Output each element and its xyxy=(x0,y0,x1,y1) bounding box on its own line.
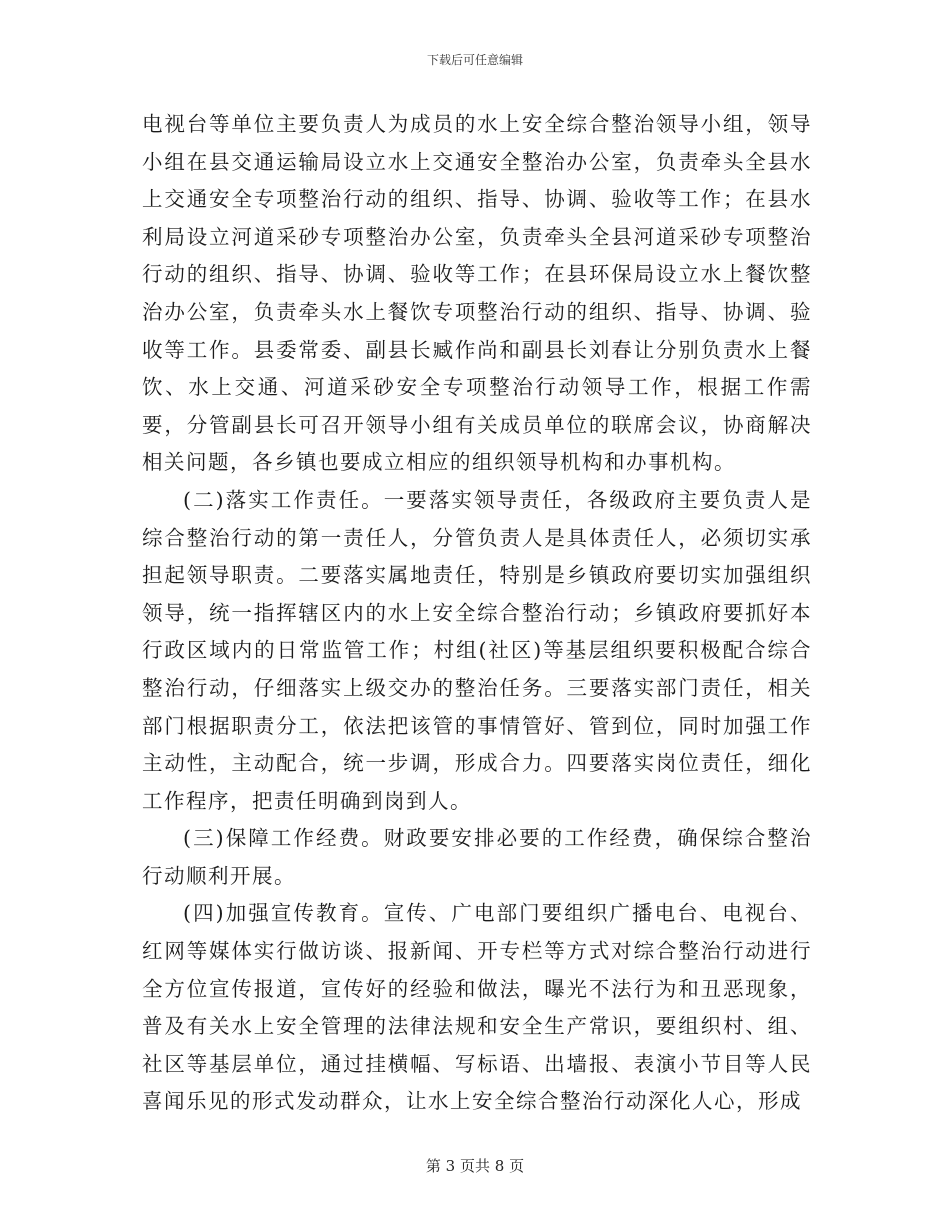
page-header: 下载后可任意编辑 xyxy=(426,53,523,67)
paragraph-3: (三)保障工作经费。财政要安排必要的工作经费，确保综合整治行动顺利开展。 xyxy=(142,826,812,888)
page-number: 第 3 页共 8 页 xyxy=(425,1157,525,1175)
paragraph-4: (四)加强宣传教育。宣传、广电部门要组织广播电台、电视台、红网等媒体实行做访谈、报新闻、开专栏等方式对综合整治行动进行全方位宣传报道，宣传好的经验和做法，曝光不法行为和丑恶现象，普及有关水上安全管理的法律法规和安全生产常识，要组织村、组、社区等基层单位，通过挂横幅、写标语、出墙报、表演小节目等人民喜闻乐见的形式发动群众，让水上安全综合整治行动深化人心，形成 xyxy=(142,901,812,1114)
paragraph-1: 电视台等单位主要负责人为成员的水上安全综合整治领导小组，领导小组在县交通运输局设立水上交通安全整治办公室，负责牵头全县水上交通安全专项整治行动的组织、指导、协调、验收等工作；在县水利局设立河道采砂专项整治办公室，负责牵头全县河道采砂专项整治行动的组织、指导、协调、验收等工作；在县环保局设立水上餐饮整治办公室，负责牵头水上餐饮专项整治行动的组织、指导、协调、验收等工作。县委常委、副县长臧作尚和副县长刘春让分别负责水上餐饮、水上交通、河道采砂安全专项整治行动领导工作，根据工作需要，分管副县长可召开领导小组有关成员单位的联席会议，协商解决相关问题，各乡镇也要成立相应的组织领导机构和办事机构。 xyxy=(142,112,812,475)
paragraph-2: (二)落实工作责任。一要落实领导责任，各级政府主要负责人是综合整治行动的第一责任人，分管负责人是具体责任人，必须切实承担起领导职责。二要落实属地责任，特别是乡镇政府要切实加强组织领导，统一指挥辖区内的水上安全综合整治行动；乡镇政府要抓好本行政区域内的日常监管工作；村组(社区)等基层组织要积极配合综合整治行动，仔细落实上级交办的整治任务。三要落实部门责任，相关部门根据职责分工，依法把该管的事情管好、管到位，同时加强工作主动性，主动配合，统一步调，形成合力。四要落实岗位责任，细化工作程序，把责任明确到岗到人。 xyxy=(142,487,812,813)
document-body xyxy=(142,106,812,1121)
